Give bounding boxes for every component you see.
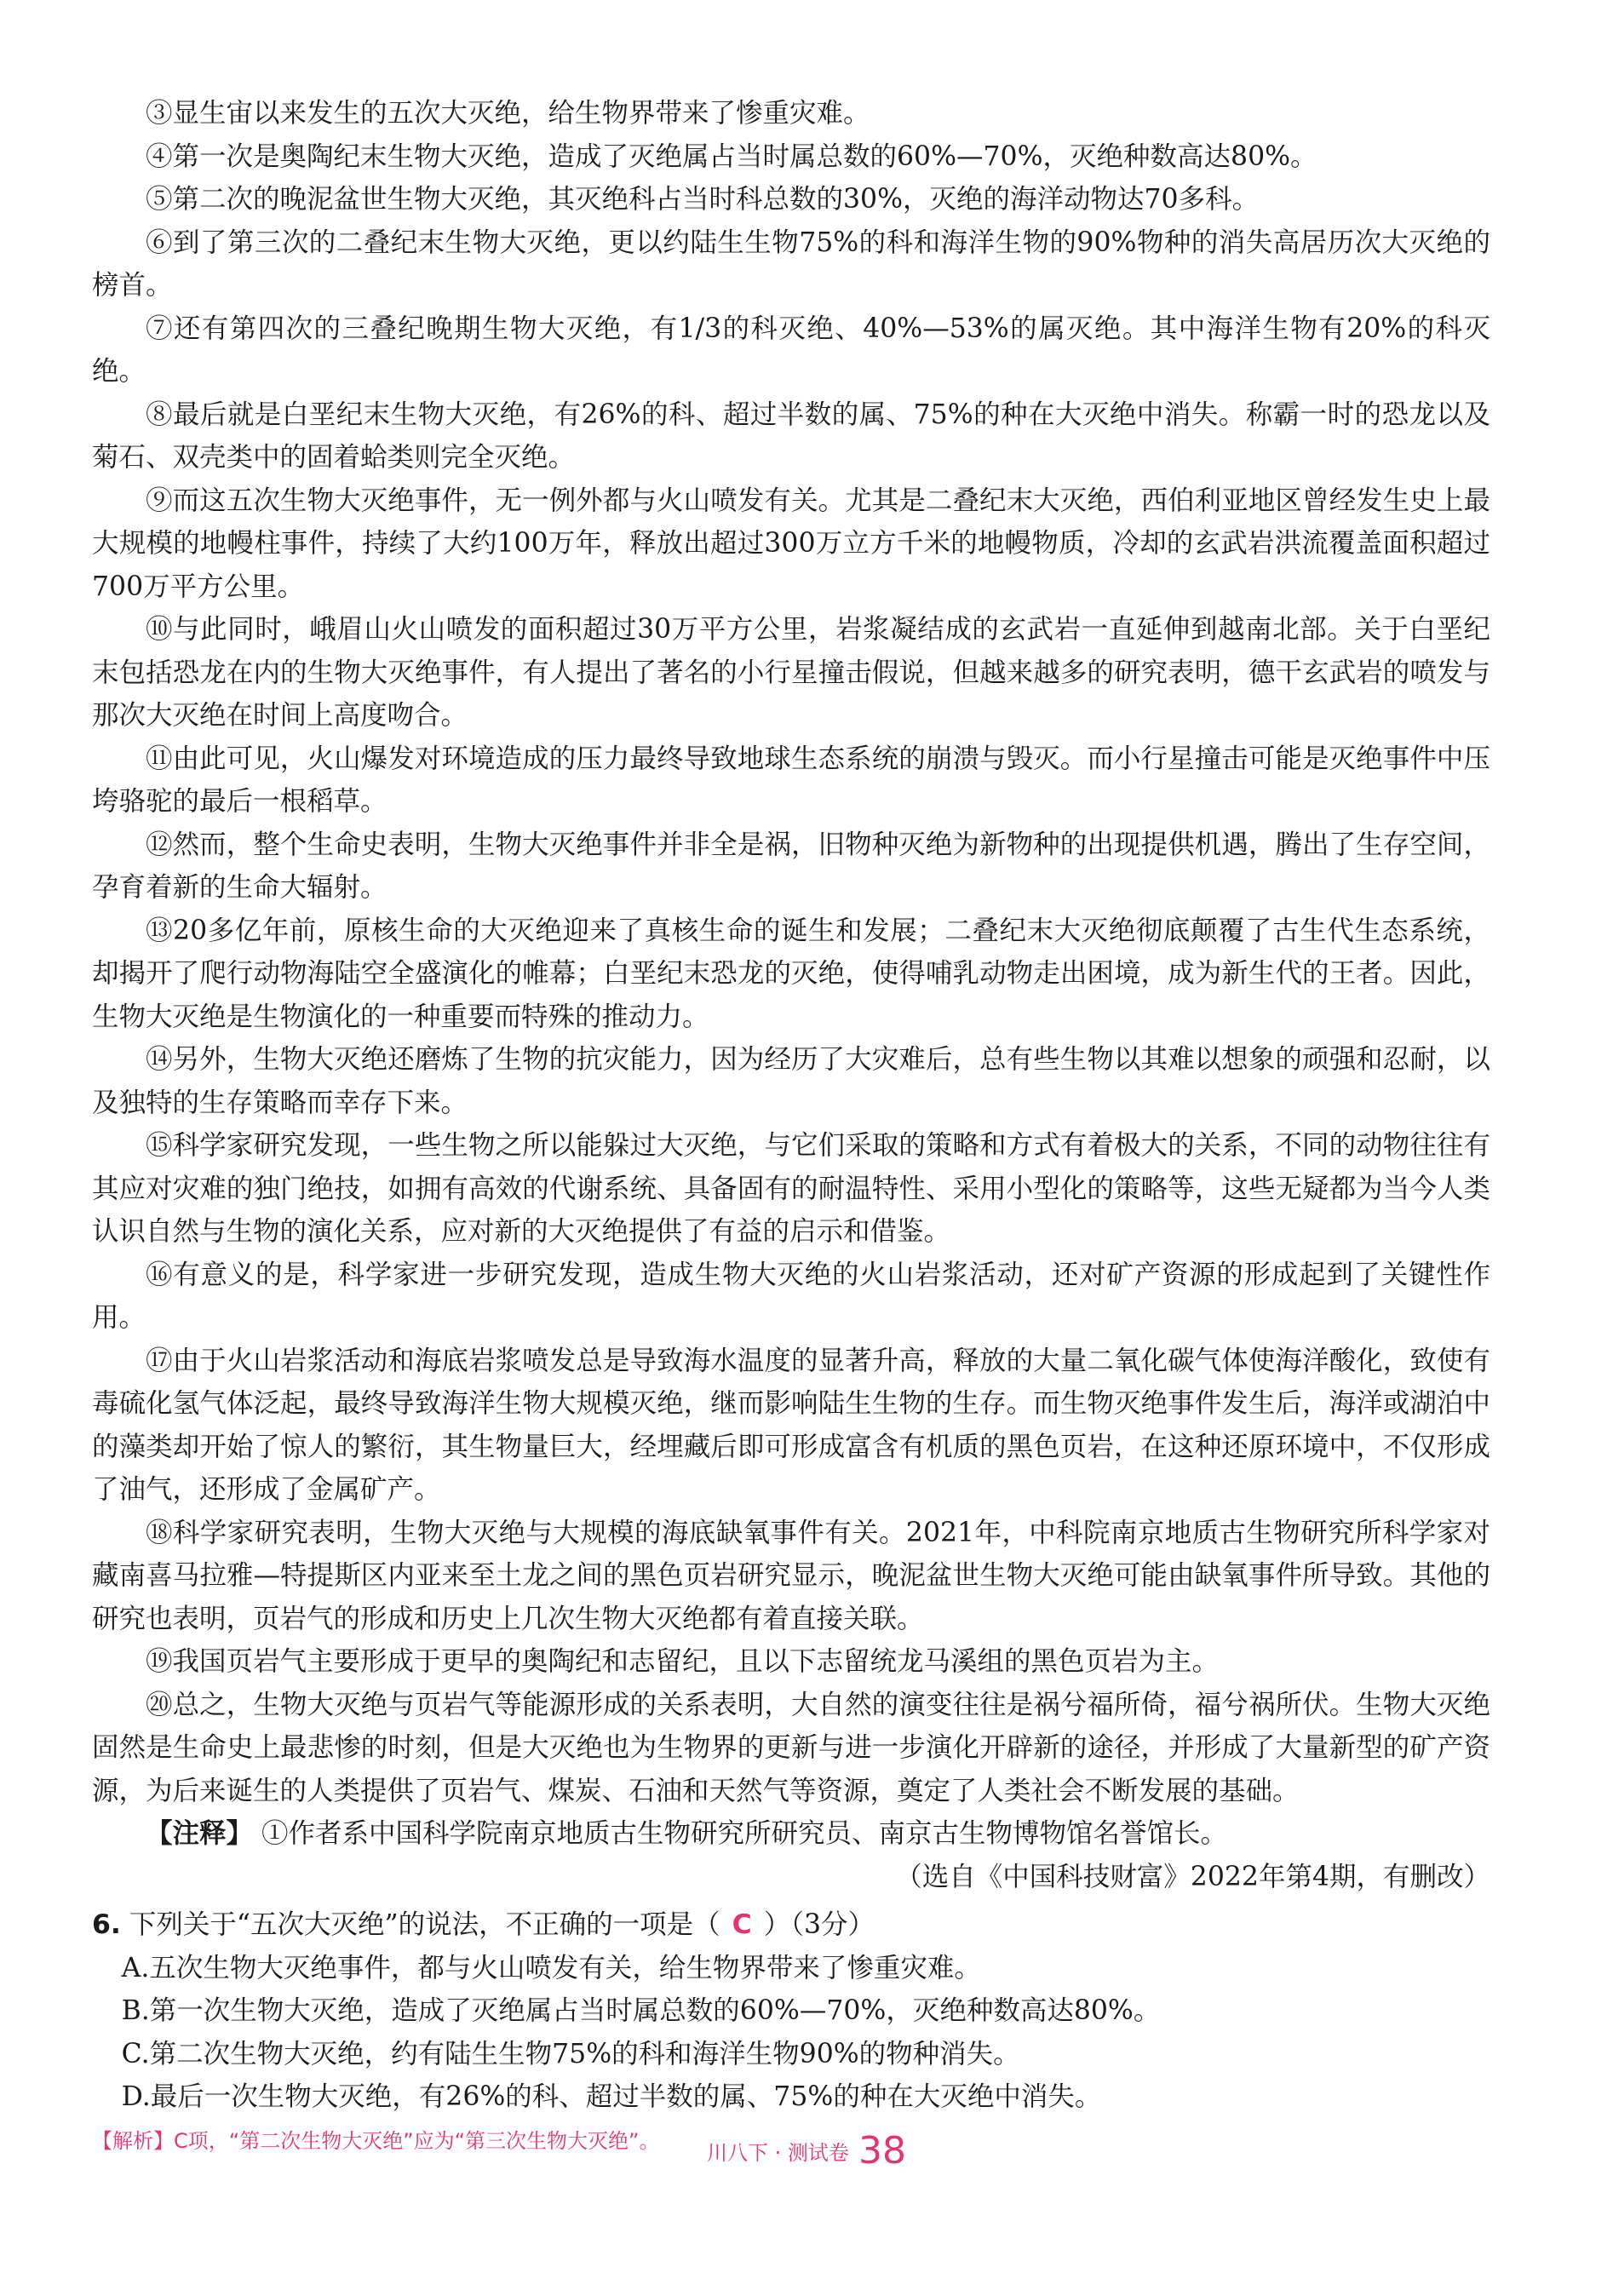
annotation-label: 【注释】 xyxy=(146,1818,254,1849)
paragraph-17: ⑰由于火山岩浆活动和海底岩浆喷发总是导致海水温度的显著升高，释放的大量二氧化碳气体使海洋酸化，致使有毒硫化氢气体泛起，最终导致海洋生物大规模灭绝，继而影响陆生生物的生存。而生物灭绝事件发生后，海洋或湖泊中的藻类却开始了惊人的繁衍，其生物量巨大，经埋藏后即可形成富含有机质的黑色页岩，在这种还原环境中，不仅形成了油气，还形成了金属矿产。 xyxy=(92,1345,1490,1505)
footer-label: 川八下 · 测试卷 xyxy=(707,2141,849,2165)
page-number: 38 xyxy=(858,2129,906,2173)
paragraph-16: ⑯有意义的是，科学家进一步研究发现，造成生物大灭绝的火山岩浆活动，还对矿产资源的形成起到了关键性作用。 xyxy=(92,1259,1490,1333)
paragraph-7: ⑦还有第四次的三叠纪晚期生物大灭绝，有1/3的科灭绝、40%—53%的属灭绝。其中海洋生物有20%的科灭绝。 xyxy=(92,313,1490,387)
paragraph-10: ⑩与此同时，峨眉山火山喷发的面积超过30万平方公里，岩浆凝结成的玄武岩一直延伸到越南北部。关于白垩纪末包括恐龙在内的生物大灭绝事件，有人提出了著名的小行星撞击假说，但越来越多的研究表明，德干玄武岩的喷发与那次大灭绝在时间上高度吻合。 xyxy=(92,614,1490,731)
annotation xyxy=(92,1812,1490,1856)
paragraph-19: ⑲我国页岩气主要形成于更早的奥陶纪和志留纪，且以下志留统龙马溪组的黑色页岩为主。 xyxy=(146,1646,1220,1677)
paragraph-15: ⑮科学家研究发现，一些生物之所以能躲过大灭绝，与它们采取的策略和方式有着极大的关系，不同的动物往往有其应对灾难的独门绝技，如拥有高效的代谢系统、具备固有的耐温特性、采用小型化的策略等，这些无疑都为当今人类认识自然与生物的演化关系，应对新的大灭绝提供了有益的启示和借鉴。 xyxy=(92,1130,1490,1247)
option-d: D.最后一次生物大灭绝，有26%的科、超过半数的属、75%的种在大灭绝中消失。 xyxy=(121,2081,1102,2112)
paragraph-11: ⑪由此可见，火山爆发对环境造成的压力最终导致地球生态系统的崩溃与毁灭。而小行星撞击可能是灭绝事件中压垮骆驼的最后一根稻草。 xyxy=(92,743,1490,817)
paragraph-13: ⑬20多亿年前，原核生命的大灭绝迎来了真核生命的诞生和发展；二叠纪末大灭绝彻底颠覆了古生代生态系统，却揭开了爬行动物海陆空全盛演化的帷幕；白垩纪末恐龙的灭绝，使得哺乳动物走出困境，成为新生代的王者。因此，生物大灭绝是生物演化的一种重要而特殊的推动力。 xyxy=(92,915,1490,1032)
paragraph-5: ⑤第二次的晚泥盆世生物大灭绝，其灭绝科占当时科总数的30%，灭绝的海洋动物达70多科。 xyxy=(146,184,1260,215)
paragraph-14: ⑭另外，生物大灭绝还磨炼了生物的抗灾能力，因为经历了大灾难后，总有些生物以其难以想象的顽强和忍耐，以及独特的生存策略而幸存下来。 xyxy=(92,1044,1490,1118)
question-stem: 下列关于“五次大灭绝”的说法，不正确的一项是（ xyxy=(129,1909,720,1940)
question-number: 6. xyxy=(92,1909,121,1940)
paragraph-12: ⑫然而，整个生命史表明，生物大灭绝事件并非全是祸，旧物种灭绝为新物种的出现提供机遇，腾出了生存空间，孕育着新的生命大辐射。 xyxy=(92,829,1490,903)
option-b: B.第一次生物大灭绝，造成了灭绝属占当时属总数的60%—70%，灭绝种数高达80%。 xyxy=(121,1995,1161,2026)
question-score: ）（3分） xyxy=(763,1909,875,1940)
answer-mark: C xyxy=(732,1909,752,1940)
paragraph-9: ⑨而这五次生物大灭绝事件，无一例外都与火山喷发有关。尤其是二叠纪末大灭绝，西伯利亚地区曾经发生史上最大规模的地幔柱事件，持续了大约100万年，释放出超过300万立方千米的地幔物质，冷却的玄武岩洪流覆盖面积超过700万平方公里。 xyxy=(92,485,1490,602)
paragraph-3: ③显生宙以来发生的五次大灭绝，给生物界带来了惨重灾难。 xyxy=(146,98,870,129)
source-citation: （选自《中国科技财富》2022年第4期，有删改） xyxy=(895,1861,1490,1892)
paragraph-6: ⑥到了第三次的二叠纪末生物大灭绝，更以约陆生生物75%的科和海洋生物的90%物种的消失高居历次大灭绝的榜首。 xyxy=(92,227,1490,301)
paragraph-4: ④第一次是奥陶纪末生物大灭绝，造成了灭绝属占当时属总数的60%—70%，灭绝种数高达80%。 xyxy=(146,141,1317,172)
paragraph-18: ⑱科学家研究表明，生物大灭绝与大规模的海底缺氧事件有关。2021年，中科院南京地质古生物研究所科学家对藏南喜马拉雅—特提斯区内亚来至土龙之间的黑色页岩研究显示，晚泥盆世生物大灭绝可能由缺氧事件所导致。其他的研究也表明，页岩气的形成和历史上几次生物大灭绝都有着直接关联。 xyxy=(92,1517,1490,1634)
question-6 xyxy=(92,1903,1490,1947)
option-a: A.五次生物大灭绝事件，都与火山喷发有关，给生物界带来了惨重灾难。 xyxy=(121,1952,981,1983)
article xyxy=(92,92,1490,2158)
paragraph-20: ⑳总之，生物大灭绝与页岩气等能源形成的关系表明，大自然的演变往往是祸兮福所倚，福兮祸所伏。生物大灭绝固然是生命史上最悲惨的时刻，但是大灭绝也为生物界的更新与进一步演化开辟新的途径，并形成了大量新型的矿产资源，为后来诞生的人类提供了页岩气、煤炭、石油和天然气等资源，奠定了人类社会不断发展的基础。 xyxy=(92,1689,1490,1806)
page-footer xyxy=(0,2129,1613,2173)
annotation-text: ①作者系中国科学院南京地质古生物研究所研究员、南京古生物博物馆名誉馆长。 xyxy=(261,1818,1228,1849)
paragraph-8: ⑧最后就是白垩纪末生物大灭绝，有26%的科、超过半数的属、75%的种在大灭绝中消失。称霸一时的恐龙以及菊石、双壳类中的固着蛤类则完全灭绝。 xyxy=(92,399,1490,473)
answer-analysis: 【解析】C项，“第二次生物大灭绝”应为“第三次生物大灭绝”。 xyxy=(92,2128,660,2153)
option-c: C.第二次生物大灭绝，约有陆生生物75%的科和海洋生物90%的物种消失。 xyxy=(121,2038,1020,2069)
